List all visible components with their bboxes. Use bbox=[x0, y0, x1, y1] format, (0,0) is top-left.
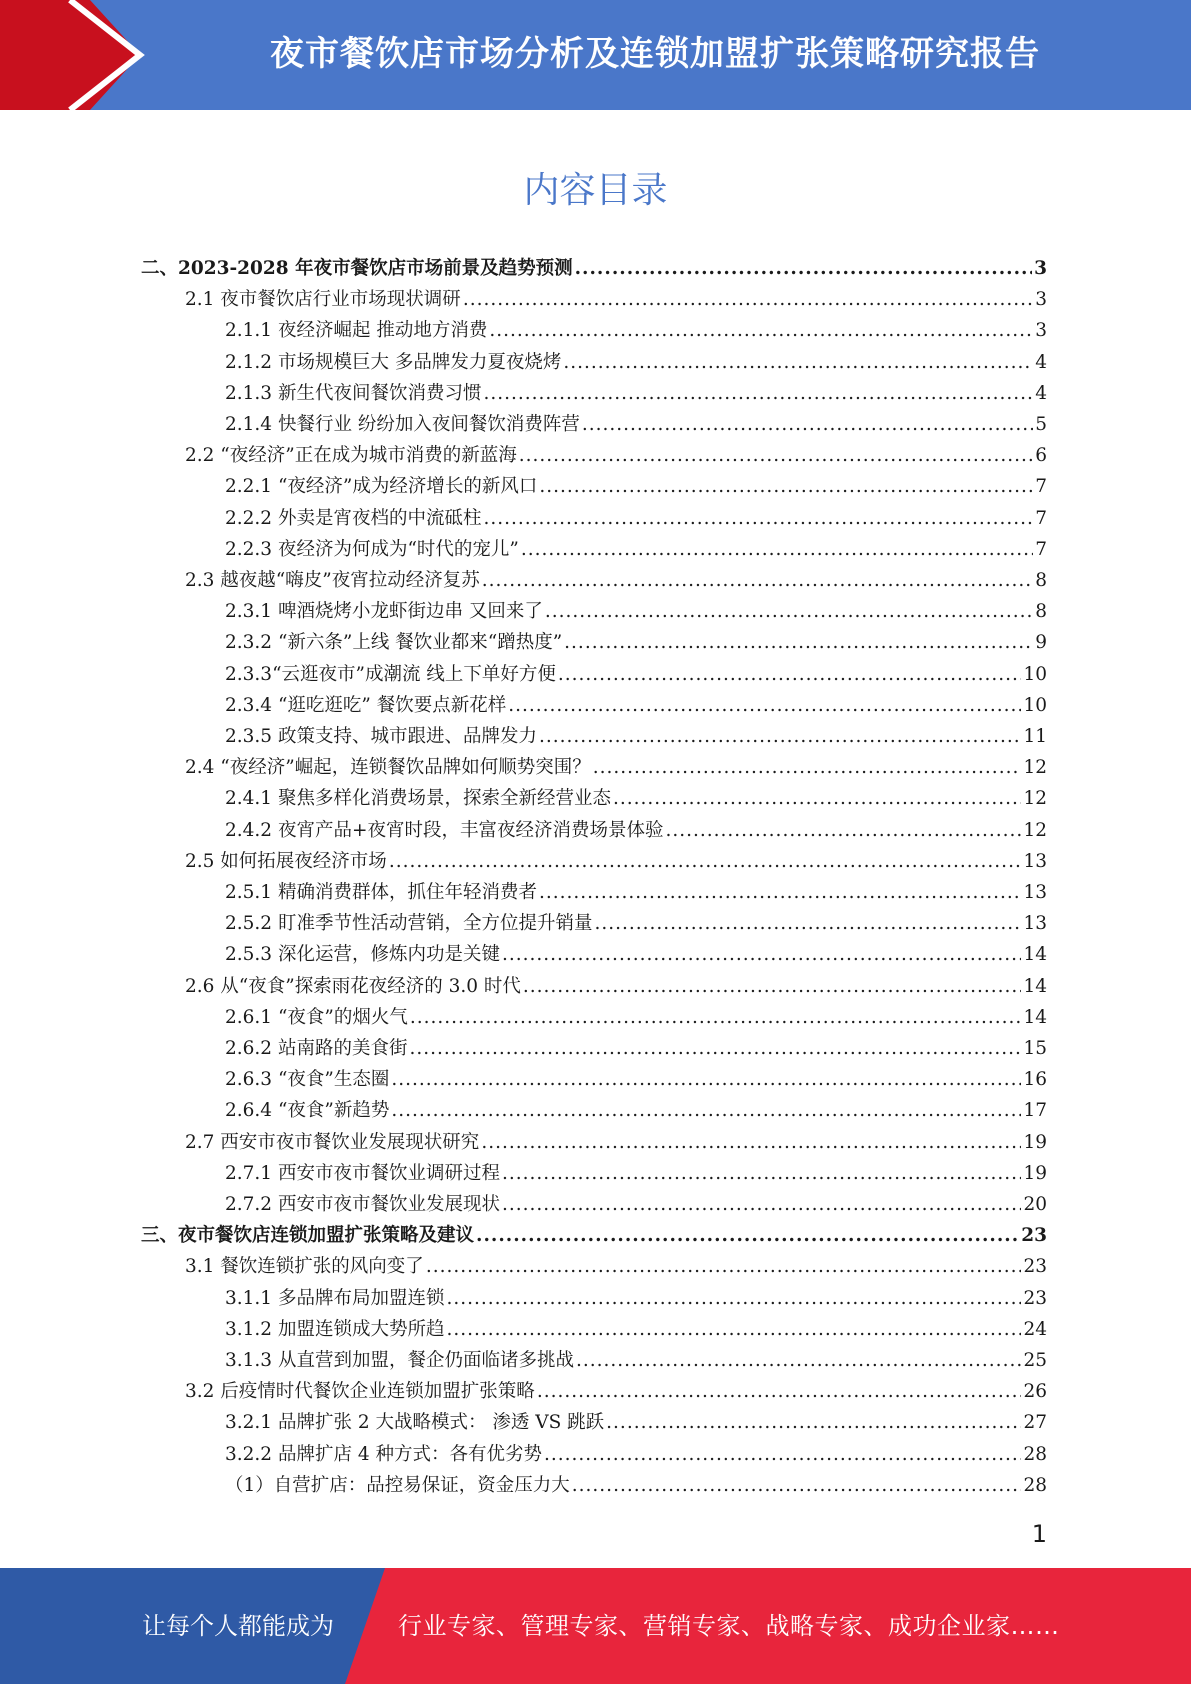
toc-entry-page: 10 bbox=[1023, 694, 1047, 716]
toc-title: 内容目录 bbox=[523, 170, 668, 211]
toc-dot-leader bbox=[521, 534, 1033, 565]
toc-entry[interactable] bbox=[225, 1439, 1047, 1470]
toc-entry-page: 13 bbox=[1023, 850, 1047, 872]
toc-entry-title: 3.1 餐饮连锁扩张的风向变了 bbox=[185, 1256, 424, 1278]
footer-slogan: 让每个人都能成为 bbox=[142, 1612, 334, 1640]
toc-entry-page: 9 bbox=[1035, 632, 1047, 654]
toc-entry-page: 17 bbox=[1023, 1100, 1047, 1122]
toc-entry[interactable] bbox=[225, 1314, 1047, 1345]
toc-entry-title: 2.4.1 聚焦多样化消费场景，探索全新经营业态 bbox=[225, 788, 611, 810]
toc-entry-title: 3.1.3 从直营到加盟，餐企仍面临诸多挑战 bbox=[225, 1350, 574, 1371]
toc-entry[interactable] bbox=[225, 1064, 1047, 1095]
toc-dot-leader bbox=[572, 1470, 1022, 1501]
toc-entry-title: 3.2.2 品牌扩店 4 种方式：各有优劣势 bbox=[225, 1443, 542, 1465]
toc-entry-title: 2.4 “夜经济”崛起，连锁餐饮品牌如何顺势突围？ bbox=[185, 757, 591, 779]
toc-entry-page: 20 bbox=[1023, 1194, 1047, 1215]
toc-entry-title: 3.2.1 品牌扩张 2 大战略模式： 渗透 VS 跳跃 bbox=[225, 1412, 605, 1434]
toc-entry-title: 2.5 如何拓展夜经济市场 bbox=[185, 850, 387, 872]
toc-entry[interactable] bbox=[225, 1407, 1047, 1438]
toc-entry-page: 19 bbox=[1023, 1162, 1047, 1184]
toc-entry-title: 2.2.2 外卖是宵夜档的中流砥柱 bbox=[225, 507, 482, 529]
toc-entry[interactable] bbox=[225, 596, 1047, 627]
toc-dot-leader bbox=[558, 659, 1022, 690]
toc-dot-leader bbox=[482, 565, 1034, 596]
toc-entry-title: 2.7 西安市夜市餐饮业发展现状研究 bbox=[185, 1131, 480, 1153]
toc-dot-leader bbox=[539, 721, 1021, 752]
toc-entry[interactable] bbox=[225, 1283, 1047, 1314]
toc-entry[interactable] bbox=[141, 253, 1047, 284]
toc-entry[interactable] bbox=[225, 378, 1047, 409]
toc-entry-page: 5 bbox=[1035, 414, 1047, 435]
toc-entry[interactable] bbox=[225, 1158, 1047, 1189]
toc-dot-leader bbox=[539, 877, 1021, 908]
footer-banner bbox=[0, 1568, 1191, 1684]
toc-entry-page: 13 bbox=[1023, 882, 1047, 903]
toc-dot-leader bbox=[545, 596, 1033, 627]
toc-dot-leader bbox=[539, 471, 1033, 502]
toc-entry-title: 2.2.1 “夜经济”成为经济增长的新风口 bbox=[225, 476, 538, 498]
toc-dot-leader bbox=[508, 690, 1021, 721]
toc-entry-title: 2.2 “夜经济”正在成为城市消费的新蓝海 bbox=[185, 445, 517, 467]
toc-entry-page: 7 bbox=[1035, 476, 1047, 498]
toc-entry-title: 2.6.3 “夜食”生态圈 bbox=[225, 1069, 390, 1091]
toc-entry[interactable] bbox=[185, 752, 1047, 783]
toc-entry[interactable] bbox=[225, 659, 1047, 690]
toc-entry-page: 14 bbox=[1023, 944, 1047, 966]
toc-entry-page: 27 bbox=[1023, 1412, 1047, 1434]
toc-entry-title: 2.6.4 “夜食”新趋势 bbox=[225, 1100, 390, 1122]
toc-entry-page: 12 bbox=[1023, 788, 1047, 810]
toc-entry-page: 4 bbox=[1035, 351, 1047, 373]
toc-entry[interactable] bbox=[225, 815, 1047, 846]
toc-dot-leader bbox=[410, 1002, 1022, 1033]
toc-dot-leader bbox=[575, 253, 1033, 284]
toc-entry-page: 26 bbox=[1023, 1381, 1047, 1403]
toc-entry-page: 12 bbox=[1023, 819, 1047, 841]
toc-entry[interactable] bbox=[225, 471, 1047, 502]
toc-dot-leader bbox=[564, 627, 1033, 658]
toc-entry-page: 19 bbox=[1023, 1131, 1047, 1153]
toc-entry[interactable] bbox=[225, 503, 1047, 534]
toc-entry[interactable] bbox=[225, 1095, 1047, 1126]
toc-dot-leader bbox=[665, 815, 1021, 846]
toc-entry-page: 23 bbox=[1021, 1225, 1047, 1247]
toc-dot-leader bbox=[606, 1407, 1021, 1438]
toc-entry[interactable] bbox=[185, 846, 1047, 877]
toc-entry-page: 7 bbox=[1035, 507, 1047, 529]
toc-entry-title: 3.1.2 加盟连锁成大势所趋 bbox=[225, 1318, 445, 1340]
toc-entry[interactable] bbox=[185, 971, 1047, 1002]
toc-entry-page: 16 bbox=[1023, 1069, 1047, 1091]
toc-entry-title: 2.4.2 夜宵产品+夜宵时段，丰富夜经济消费场景体验 bbox=[225, 819, 664, 841]
toc-entry-title: 2.1.4 快餐行业 纷纷加入夜间餐饮消费阵营 bbox=[225, 414, 580, 435]
toc-entry-page: 3 bbox=[1035, 320, 1047, 342]
toc-entry-title: 二、2023-2028 年夜市餐饮店市场前景及趋势预测 bbox=[141, 258, 573, 279]
toc-entry-title: 2.1.2 市场规模巨大 多品牌发力夏夜烧烤 bbox=[225, 351, 562, 373]
toc-dot-leader bbox=[476, 1220, 1019, 1251]
toc-entry-page: 7 bbox=[1035, 538, 1047, 560]
toc-entry-title: 2.1.1 夜经济崛起 推动地方消费 bbox=[225, 320, 488, 342]
toc-entry[interactable] bbox=[225, 1470, 1047, 1501]
toc-dot-leader bbox=[483, 378, 1033, 409]
toc-entry-title: 2.5.2 盯准季节性活动营销，全方位提升销量 bbox=[225, 913, 593, 935]
toc-entry-title: 2.7.1 西安市夜市餐饮业调研过程 bbox=[225, 1162, 500, 1184]
toc-entry[interactable] bbox=[225, 1189, 1047, 1220]
toc-entry-title: 3.1.1 多品牌布局加盟连锁 bbox=[225, 1287, 445, 1309]
toc-entry[interactable] bbox=[185, 1127, 1047, 1158]
toc-dot-leader bbox=[389, 846, 1022, 877]
toc-entry[interactable] bbox=[225, 315, 1047, 346]
toc-entry-page: 25 bbox=[1023, 1350, 1047, 1371]
toc-entry-title: 2.5.3 深化运营，修炼内功是关键 bbox=[225, 944, 500, 966]
toc-dot-leader bbox=[483, 503, 1033, 534]
toc-entry-title: 2.3.1 啤酒烧烤小龙虾街边串 又回来了 bbox=[225, 601, 543, 623]
toc-entry-title: 2.6.2 站南路的美食街 bbox=[225, 1038, 408, 1059]
toc-dot-leader bbox=[537, 1376, 1022, 1407]
toc-entry-page: 28 bbox=[1023, 1474, 1047, 1496]
toc-entry[interactable] bbox=[225, 721, 1047, 752]
toc-entry[interactable] bbox=[225, 908, 1047, 939]
toc-entry-title: 3.2 后疫情时代餐饮企业连锁加盟扩张策略 bbox=[185, 1381, 535, 1403]
toc-entry[interactable] bbox=[225, 783, 1047, 814]
toc-entry-title: 2.7.2 西安市夜市餐饮业发展现状 bbox=[225, 1194, 500, 1215]
toc-entry[interactable] bbox=[185, 1251, 1047, 1282]
toc-entry-page: 14 bbox=[1023, 1006, 1047, 1028]
toc-dot-leader bbox=[593, 752, 1022, 783]
toc-entry[interactable] bbox=[185, 1376, 1047, 1407]
toc-dot-leader bbox=[391, 1095, 1021, 1126]
toc-entry-page: 23 bbox=[1023, 1287, 1047, 1309]
toc-dot-leader bbox=[544, 1439, 1021, 1470]
page-number: 1 bbox=[1031, 1520, 1047, 1548]
toc-entry-title: 2.1.3 新生代夜间餐饮消费习惯 bbox=[225, 382, 482, 404]
toc-dot-leader bbox=[502, 1158, 1021, 1189]
toc-entry[interactable] bbox=[185, 440, 1047, 471]
toc-dot-leader bbox=[391, 1064, 1021, 1095]
toc-entry-page: 4 bbox=[1035, 382, 1047, 404]
toc-dot-leader bbox=[502, 939, 1021, 970]
toc-entry-page: 3 bbox=[1034, 258, 1047, 279]
toc-entry-title: （1）自营扩店：品控易保证，资金压力大 bbox=[225, 1474, 570, 1496]
toc-dot-leader bbox=[463, 284, 1033, 315]
toc-entry-page: 3 bbox=[1035, 289, 1047, 311]
toc-entry-title: 2.1 夜市餐饮店行业市场现状调研 bbox=[185, 289, 461, 311]
header-arrow-decoration bbox=[0, 0, 160, 110]
toc-entry-page: 23 bbox=[1023, 1256, 1047, 1278]
toc-entry-title: 2.2.3 夜经济为何成为“时代的宠儿” bbox=[225, 538, 519, 560]
toc-entry-page: 15 bbox=[1023, 1038, 1047, 1059]
toc-entry-page: 11 bbox=[1023, 726, 1047, 747]
toc-dot-leader bbox=[446, 1283, 1021, 1314]
toc-entry-page: 12 bbox=[1023, 757, 1047, 779]
toc-entry[interactable] bbox=[185, 565, 1047, 596]
report-title: 夜市餐饮店市场分析及连锁加盟扩张策略研究报告 bbox=[270, 34, 1040, 74]
toc-dot-leader bbox=[481, 1127, 1021, 1158]
toc-entry-title: 2.3.4 “逛吃逛吃” 餐饮要点新花样 bbox=[225, 694, 507, 716]
toc-entry[interactable] bbox=[225, 534, 1047, 565]
header-banner bbox=[0, 0, 1191, 110]
toc-entry[interactable] bbox=[141, 1220, 1047, 1251]
toc-entry[interactable] bbox=[225, 939, 1047, 970]
toc-dot-leader bbox=[582, 409, 1033, 440]
toc-entry-title: 2.3.5 政策支持、城市跟进、品牌发力 bbox=[225, 726, 537, 747]
footer-expert-list: 行业专家、管理专家、营销专家、战略专家、成功企业家…… bbox=[398, 1612, 1060, 1640]
toc-entry-page: 28 bbox=[1023, 1443, 1047, 1465]
toc-entry-page: 13 bbox=[1023, 913, 1047, 935]
toc-entry-page: 24 bbox=[1023, 1318, 1047, 1340]
toc-entry-page: 6 bbox=[1035, 445, 1047, 467]
toc-entry-title: 三、夜市餐饮店连锁加盟扩张策略及建议 bbox=[141, 1225, 475, 1247]
toc-entry-title: 2.3.2 “新六条”上线 餐饮业都来“蹭热度” bbox=[225, 632, 563, 654]
toc-entry[interactable] bbox=[225, 1002, 1047, 1033]
toc-dot-leader bbox=[613, 783, 1021, 814]
toc-dot-leader bbox=[563, 347, 1033, 378]
toc-entry-title: 2.6 从“夜食”探索雨花夜经济的 3.0 时代 bbox=[185, 975, 521, 997]
toc-dot-leader bbox=[523, 971, 1022, 1002]
toc-entry-page: 8 bbox=[1035, 570, 1047, 591]
toc-entry-page: 8 bbox=[1035, 601, 1047, 623]
toc-dot-leader bbox=[502, 1189, 1021, 1220]
toc-entry-title: 2.6.1 “夜食”的烟火气 bbox=[225, 1006, 408, 1028]
toc-entry[interactable] bbox=[225, 1345, 1047, 1376]
toc-entry-page: 14 bbox=[1023, 975, 1047, 997]
toc-dot-leader bbox=[409, 1033, 1021, 1064]
toc-entry-title: 2.5.1 精确消费群体，抓住年轻消费者 bbox=[225, 882, 537, 903]
toc-entry[interactable] bbox=[225, 877, 1047, 908]
toc-entry[interactable] bbox=[225, 409, 1047, 440]
toc-entry-title: 2.3 越夜越“嗨皮”夜宵拉动经济复苏 bbox=[185, 570, 480, 591]
toc-entry-title: 2.3.3“云逛夜市”成潮流 线上下单好方便 bbox=[225, 663, 556, 685]
toc-entry[interactable] bbox=[185, 284, 1047, 315]
toc-dot-leader bbox=[489, 315, 1033, 346]
toc-dot-leader bbox=[426, 1251, 1022, 1282]
toc-dot-leader bbox=[576, 1345, 1021, 1376]
toc-entry[interactable] bbox=[225, 347, 1047, 378]
toc-entry[interactable] bbox=[225, 1033, 1047, 1064]
toc-entry[interactable] bbox=[225, 690, 1047, 721]
toc-entry[interactable] bbox=[225, 627, 1047, 658]
toc-dot-leader bbox=[519, 440, 1034, 471]
toc-entry-page: 10 bbox=[1023, 663, 1047, 685]
toc-dot-leader bbox=[446, 1314, 1021, 1345]
toc-dot-leader bbox=[594, 908, 1021, 939]
